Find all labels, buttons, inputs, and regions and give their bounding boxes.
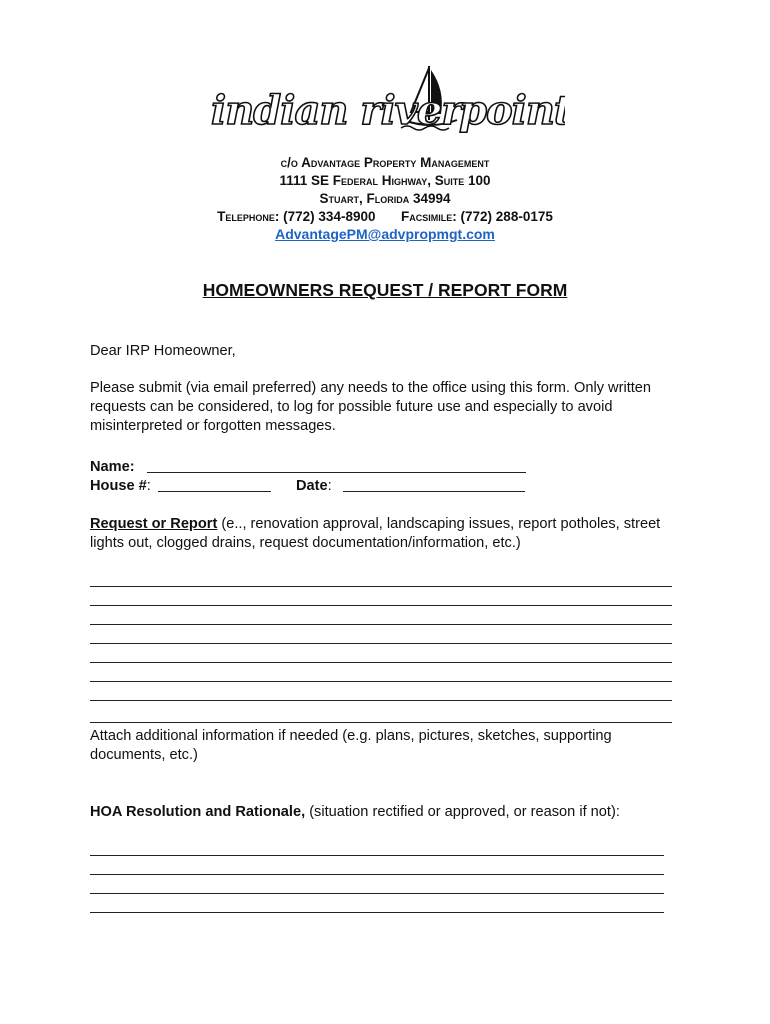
resolution-line-4[interactable] xyxy=(90,912,664,913)
resolution-label: HOA Resolution and Rationale, xyxy=(90,804,306,820)
house-label: House # xyxy=(90,478,147,494)
request-line-4[interactable] xyxy=(90,643,672,644)
resolution-line-3[interactable] xyxy=(90,893,664,894)
telephone-number: (772) 334-8900 xyxy=(283,209,376,224)
fax-label: Facsimile: xyxy=(401,209,457,224)
indian-river-point-logo xyxy=(205,62,565,154)
email-line xyxy=(0,226,770,242)
address-line-2: 1111 SE Federal Highway, Suite 100 xyxy=(279,173,491,188)
house-field-row: House #: xyxy=(90,478,151,494)
form-title: HOMEOWNERS REQUEST / REPORT FORM xyxy=(202,280,568,300)
name-label: Name: xyxy=(90,459,135,475)
intro-paragraph: Please submit (via email preferred) any needs to the office using this form. Only written requests can be considered, to log for possible future use and especially to avoid misinterpreted or forgotten messages. xyxy=(90,380,652,434)
house-input-line[interactable] xyxy=(158,491,271,492)
sailboat-logo-graphic xyxy=(205,62,565,154)
attach-note: Attach additional information if needed (e.g. plans, pictures, sketches, supporting documents, etc.) xyxy=(90,728,612,763)
request-line-2[interactable] xyxy=(90,605,672,606)
request-prompt xyxy=(90,515,685,553)
date-input-line[interactable] xyxy=(343,491,525,492)
logo-wordmark-right: point xyxy=(459,87,565,134)
fax-number: (772) 288-0175 xyxy=(460,209,553,224)
address-line-1: c/o Advantage Property Management xyxy=(280,155,490,170)
resolution-line-1[interactable] xyxy=(90,855,664,856)
resolution-hint: (situation rectified or approved, or reason if not): xyxy=(305,804,620,820)
resolution-line-2[interactable] xyxy=(90,874,664,875)
contact-line xyxy=(0,209,770,224)
date-field-row: Date: xyxy=(296,478,332,494)
address-line-3: Stuart, Florida 34994 xyxy=(319,191,451,206)
request-label: Request or Report xyxy=(90,516,218,532)
date-label: Date xyxy=(296,478,328,494)
request-line-7[interactable] xyxy=(90,700,672,701)
name-input-line[interactable] xyxy=(147,472,526,473)
greeting: Dear IRP Homeowner, xyxy=(90,343,236,359)
request-line-1[interactable] xyxy=(90,586,672,587)
request-line-5[interactable] xyxy=(90,662,672,663)
request-line-6[interactable] xyxy=(90,681,672,682)
request-line-8[interactable] xyxy=(90,722,672,723)
logo-wordmark-left: indian river xyxy=(211,87,462,134)
telephone-label: Telephone: xyxy=(217,209,280,224)
email-link[interactable]: AdvantagePM@advpropmgt.com xyxy=(275,226,495,242)
request-line-3[interactable] xyxy=(90,624,672,625)
resolution-prompt xyxy=(90,803,690,822)
name-field-row xyxy=(90,458,690,477)
request-hint: (e.., renovation approval, landscaping issues, report potholes, street lights out, clogged drains, request documentation/information, etc.) xyxy=(90,516,661,551)
